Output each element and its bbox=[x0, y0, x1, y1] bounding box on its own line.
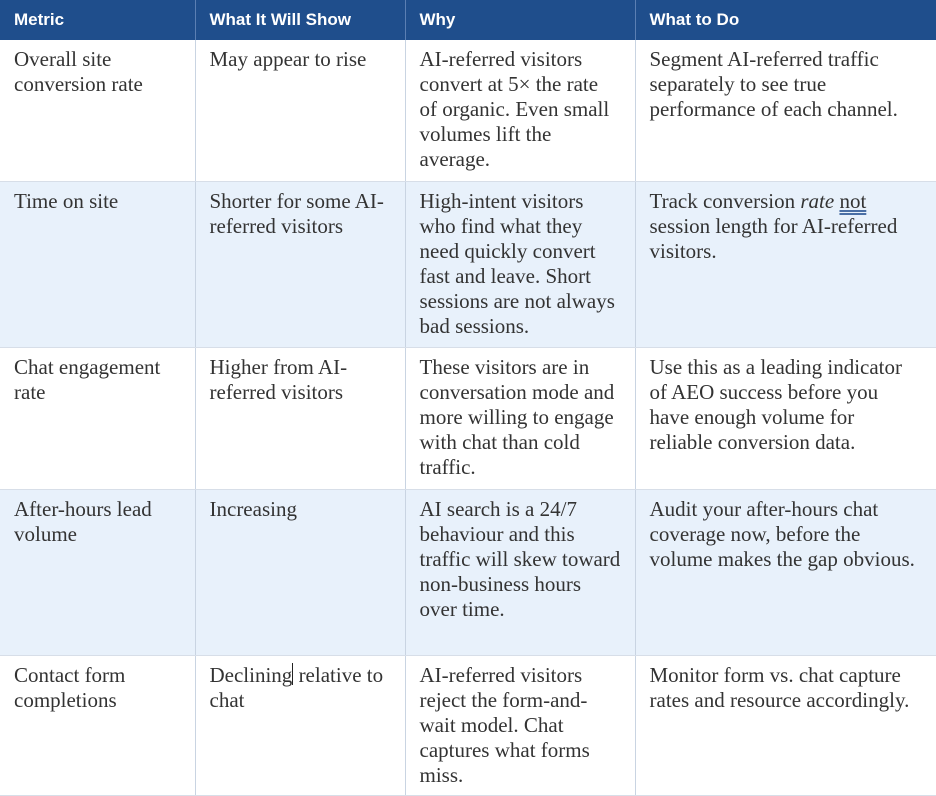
todo-cell[interactable]: Segment AI-referred traffic separately to see true performance of each channel. bbox=[635, 40, 936, 181]
why-cell[interactable]: AI-referred visitors reject the form-and-wait model. Chat captures what forms miss. bbox=[405, 655, 635, 795]
todo-underlined-not: not bbox=[839, 188, 867, 213]
header-why: Why bbox=[405, 0, 635, 40]
table-row bbox=[0, 181, 936, 347]
todo-cell[interactable]: Monitor form vs. chat capture rates and resource accordingly. bbox=[635, 655, 936, 795]
table-row bbox=[0, 40, 936, 181]
todo-text: Track conversion bbox=[649, 188, 801, 213]
show-cell[interactable]: Shorter for some AI-referred visitors bbox=[195, 181, 405, 347]
show-cell[interactable]: Increasing bbox=[195, 489, 405, 655]
why-cell[interactable]: High-intent visitors who find what they need quickly convert fast and leave. Short sessions are not always bad sessions. bbox=[405, 181, 635, 347]
table-row bbox=[0, 347, 936, 489]
show-text-rest: relative to chat bbox=[209, 662, 384, 712]
table-row bbox=[0, 655, 936, 795]
show-cell[interactable] bbox=[195, 655, 405, 795]
show-text: Declining bbox=[209, 662, 293, 687]
metric-cell[interactable]: Time on site bbox=[0, 181, 195, 347]
show-cell[interactable]: May appear to rise bbox=[195, 40, 405, 181]
header-what-it-will-show: What It Will Show bbox=[195, 0, 405, 40]
header-metric: Metric bbox=[0, 0, 195, 40]
why-cell[interactable]: These visitors are in conversation mode and more willing to engage with chat than cold traffic. bbox=[405, 347, 635, 489]
todo-cell[interactable]: Audit your after-hours chat coverage now, before the volume makes the gap obvious. bbox=[635, 489, 936, 655]
table-row bbox=[0, 489, 936, 655]
metric-cell[interactable]: Overall site conversion rate bbox=[0, 40, 195, 181]
header-row bbox=[0, 0, 936, 40]
metric-cell[interactable]: Contact form completions bbox=[0, 655, 195, 795]
metric-cell[interactable]: After-hours lead volume bbox=[0, 489, 195, 655]
todo-text-rest: session length for AI-referred visitors. bbox=[649, 213, 898, 263]
header-what-to-do: What to Do bbox=[635, 0, 936, 40]
todo-cell[interactable] bbox=[635, 181, 936, 347]
metric-cell[interactable]: Chat engagement rate bbox=[0, 347, 195, 489]
why-cell[interactable]: AI search is a 24/7 behaviour and this traffic will skew toward non-business hours over time. bbox=[405, 489, 635, 655]
why-cell[interactable]: AI-referred visitors convert at 5× the rate of organic. Even small volumes lift the average. bbox=[405, 40, 635, 181]
todo-cell[interactable]: Use this as a leading indicator of AEO success before you have enough volume for reliable conversion data. bbox=[635, 347, 936, 489]
show-cell[interactable]: Higher from AI-referred visitors bbox=[195, 347, 405, 489]
todo-italic-rate: rate bbox=[800, 188, 835, 213]
